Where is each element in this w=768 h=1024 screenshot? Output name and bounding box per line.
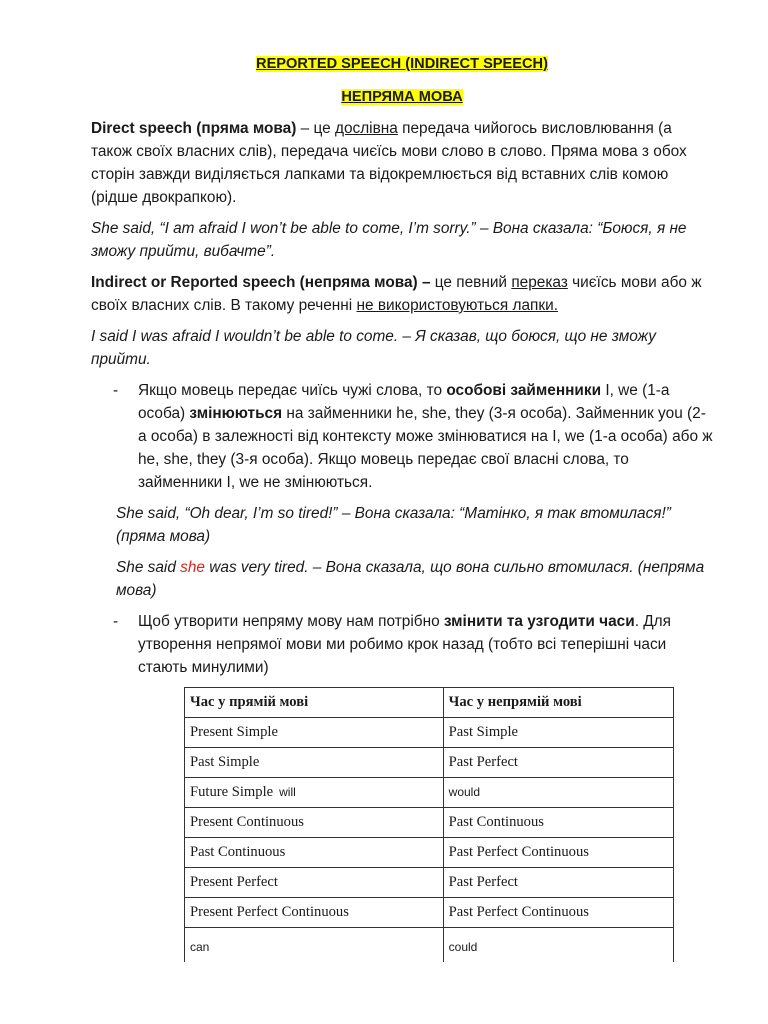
- title-nepriama-mova: НЕПРЯМА МОВА: [341, 89, 463, 105]
- paragraph-direct-speech: Direct speech (пряма мова) – це дослівна передача чийогось висловлювання (а також своїх власних слів), передача чиєїсь мови слово в слово. Пряма мова з обох сторін завжди виділяється лапками та відокремлюється від вставних слів комою (рідше двокрапкою).: [91, 120, 687, 206]
- table-cell: Past Perfect Continuous: [443, 838, 673, 868]
- table-cell: Past Perfect: [443, 748, 673, 778]
- header-direct: Час у прямій мові: [185, 688, 444, 718]
- bullet-dash: -: [113, 613, 119, 630]
- table-cell: Present Continuous: [185, 808, 444, 838]
- example-direct: She said, “I am afraid I won’t be able to come, I’m sorry.” – Вона сказала: “Боюся, я не зможу прийти, вибачте”.: [91, 220, 687, 260]
- table-row: [185, 718, 674, 748]
- table-row: [185, 778, 674, 808]
- table-cell: could: [443, 928, 673, 963]
- header-indirect: Час у непрямій мові: [443, 688, 673, 718]
- table-row: [185, 748, 674, 778]
- bullet-pronouns: - Якщо мовець передає чиїсь чужі слова, то особові займенники I, we (1-а особа) змінюються на займенники he, she, they (3-я особа). Займенник you (2-а особа) в залежності від контексту може змінюватися на I, we (1-а особа) або ж he, she, they (3-я особа). Якщо мовець передає свої власні слова, то займенники I, we не змінюються.: [91, 379, 713, 494]
- tense-shift-table: [184, 687, 674, 962]
- table-cell: Past Continuous: [443, 808, 673, 838]
- bullet-dash: -: [113, 382, 119, 399]
- table-cell: can: [185, 928, 444, 963]
- paragraph-indirect-speech: Indirect or Reported speech (непряма мова) – це певний переказ чиєїсь мови або ж своїх власних слів. В такому реченні не використовуються лапки.: [91, 274, 702, 314]
- table-row: [185, 898, 674, 928]
- table-cell: Present Perfect Continuous: [185, 898, 444, 928]
- document-page: [91, 52, 713, 687]
- table-cell: Past Continuous: [185, 838, 444, 868]
- example-tired-indirect: She said she was very tired. – Вона сказала, що вона сильно втомилася. (непряма мова): [116, 559, 705, 599]
- highlighted-she: she: [180, 559, 205, 576]
- example-indirect: I said I was afraid I wouldn’t be able to come. – Я сказав, що боюся, що не зможу прийти.: [91, 328, 656, 368]
- handwritten-will: will: [279, 785, 296, 799]
- table-cell: Present Perfect: [185, 868, 444, 898]
- title-reported-speech: REPORTED SPEECH (INDIRECT SPEECH): [256, 56, 548, 72]
- table-cell: Past Perfect Continuous: [443, 898, 673, 928]
- table-row: [185, 868, 674, 898]
- table-cell: Past Simple: [185, 748, 444, 778]
- table-cell: Future Simple will: [185, 778, 444, 808]
- table-cell: would: [443, 778, 673, 808]
- table-cell: Past Perfect: [443, 868, 673, 898]
- table-cell: Present Simple: [185, 718, 444, 748]
- table-cell: Past Simple: [443, 718, 673, 748]
- example-tired-direct: She said, “Oh dear, I’m so tired!” – Вона сказала: “Матінко, я так втомилася!” (пряма мова): [116, 505, 671, 545]
- table-row: [185, 838, 674, 868]
- table-row: [185, 928, 674, 963]
- table-row: [185, 808, 674, 838]
- table-header-row: [185, 688, 674, 718]
- bullet-tenses: - Щоб утворити непряму мову нам потрібно змінити та узгодити часи. Для утворення непрямої мови ми робимо крок назад (тобто всі теперішні часи стають минулими): [91, 610, 713, 679]
